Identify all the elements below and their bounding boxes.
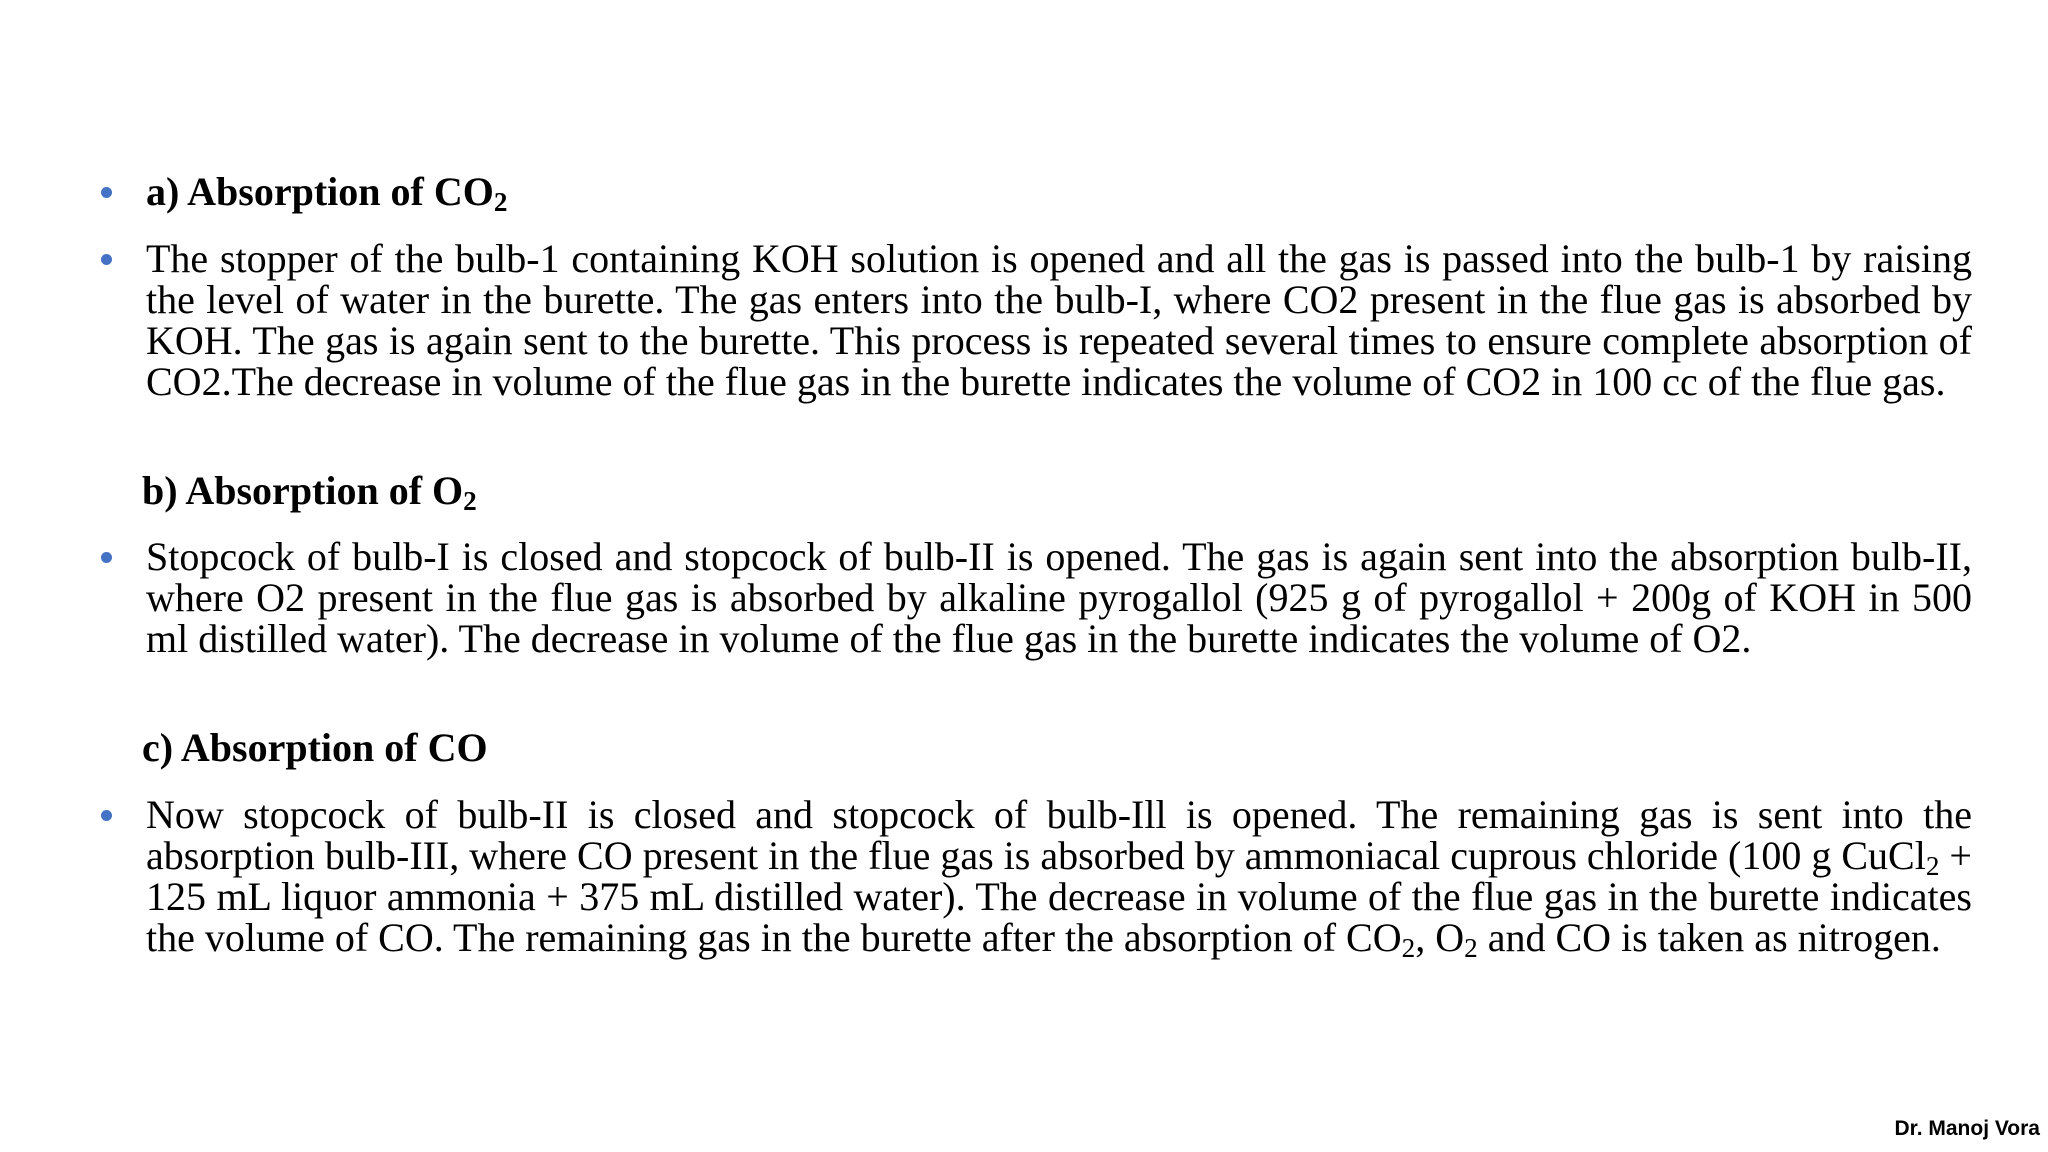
subscript: 2: [1925, 850, 1940, 881]
paragraph-o2: Stopcock of bulb-I is closed and stopcock of bulb-II is opened. The gas is again sent into the absorption bulb-II, where O2 present in the flue gas is absorbed by alkaline pyrogallol (925 g of pyrogallol + 200g of KOH in 500 ml distilled water). The decrease in volume of the flue gas in the burette indicates the volume of O2.: [146, 534, 1972, 661]
paragraph-text: Now stopcock of bulb-II is closed and stopcock of bulb-Ill is opened. The remaining gas is sent into the absorption bulb-III, where CO present in the flue gas is absorbed by ammoniacal cuprous chloride (100 g CuCl: [146, 792, 1972, 878]
bullet-dot: [101, 254, 112, 265]
author-footer: Dr. Manoj Vora: [1894, 1117, 2040, 1140]
paragraph-co: [146, 792, 1972, 963]
heading-subscript: 2: [493, 186, 508, 217]
heading-absorption-o2: [142, 468, 1968, 516]
paragraph-text: , O: [1415, 915, 1465, 960]
paragraph-co2: The stopper of the bulb-1 containing KOH solution is opened and all the gas is passed into the bulb-1 by raising the level of water in the burette. The gas enters into the bulb-I, where CO2 present in the flue gas is absorbed by KOH. The gas is again sent to the burette. This process is repeated several times to ensure complete absorption of CO2.The decrease in volume of the flue gas in the burette indicates the volume of CO2 in 100 cc of the flue gas.: [146, 236, 1972, 404]
heading-absorption-co: c) Absorption of CO: [142, 725, 488, 770]
paragraph-text: + 125 mL liquor ammonia + 375 mL distilled water). The decrease in volume of the flue gas in the burette indicates the volume of CO. The remaining gas in the burette after the absorption of CO: [146, 833, 1972, 960]
paragraph-text: and CO is taken as nitrogen.: [1477, 915, 1941, 960]
subscript: 2: [1401, 932, 1416, 963]
bullet-dot: [101, 552, 112, 563]
heading-text: b) Absorption of O: [142, 468, 464, 513]
bullet-dot: [101, 810, 112, 821]
subscript: 2: [1464, 932, 1478, 963]
heading-absorption-co2: [146, 169, 1972, 217]
heading-text: a) Absorption of CO: [146, 169, 494, 214]
heading-subscript: 2: [463, 485, 477, 516]
bullet-dot: [101, 187, 112, 198]
